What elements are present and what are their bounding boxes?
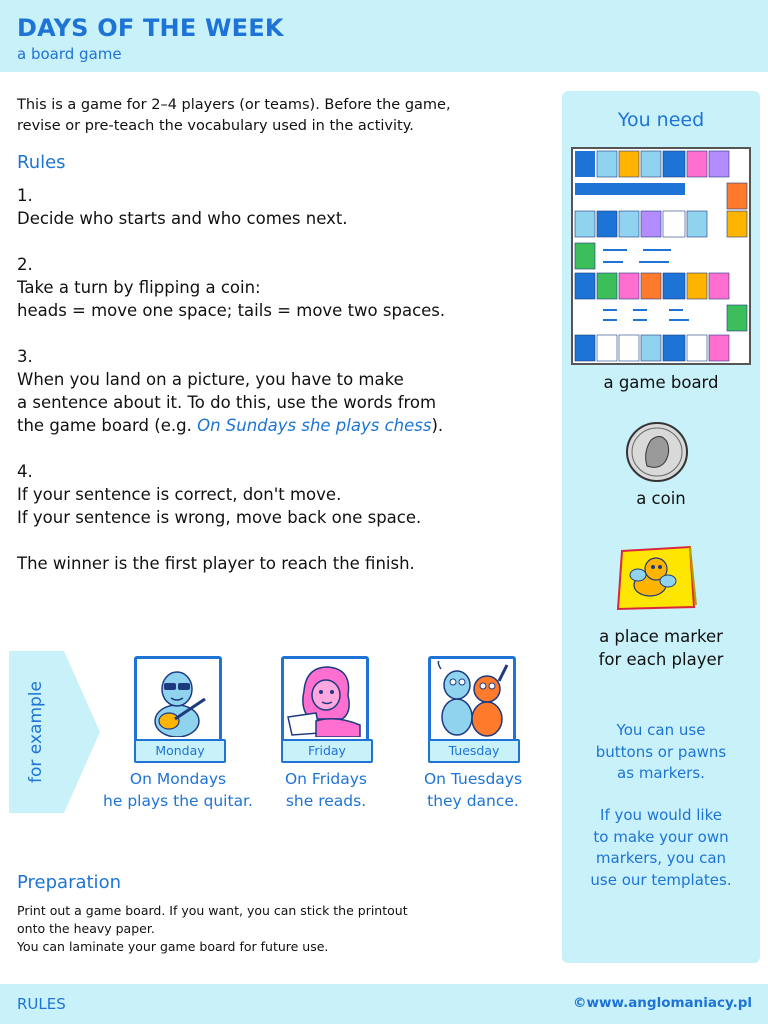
intro-line-2: revise or pre-teach the vocabulary used in the activity. bbox=[17, 118, 414, 134]
rule-item bbox=[17, 345, 547, 437]
example-sentence: On Sundays she plays chess bbox=[197, 416, 432, 435]
guitar-player-icon bbox=[139, 661, 217, 737]
preparation-line: Print out a game board. If you want, you can stick the printout bbox=[17, 903, 408, 918]
rule-text bbox=[17, 414, 547, 437]
page-subtitle: a board game bbox=[17, 45, 122, 63]
preparation-text bbox=[17, 902, 537, 956]
caption-line: On Tuesdays bbox=[423, 770, 523, 788]
day-label: Monday bbox=[134, 739, 226, 763]
caption-line: On Mondays bbox=[129, 770, 227, 788]
rule-text: Take a turn by flipping a coin: bbox=[17, 278, 261, 297]
you-need-sidebar bbox=[562, 91, 760, 963]
intro-line-1: This is a game for 2–4 players (or teams). Before the game, bbox=[17, 97, 451, 113]
coin-label: a coin bbox=[636, 489, 686, 508]
rules-section bbox=[17, 95, 547, 598]
markers-note bbox=[562, 720, 760, 785]
rule-text: If your sentence is wrong, move back one space. bbox=[17, 508, 422, 527]
day-label: Friday bbox=[281, 739, 373, 763]
marker-label-line: a place marker bbox=[599, 627, 723, 646]
place-marker-label bbox=[562, 625, 760, 671]
caption-line: she reads. bbox=[285, 792, 367, 810]
preparation-line: You can laminate your game board for future use. bbox=[17, 939, 329, 954]
rule-number: 4. bbox=[17, 462, 33, 481]
note-line: use our templates. bbox=[590, 870, 732, 889]
coin-icon bbox=[625, 422, 689, 482]
rule-number: 2. bbox=[17, 255, 33, 274]
rule-text: If your sentence is correct, don't move. bbox=[17, 485, 342, 504]
footer-website-link[interactable]: ©www.anglomaniacy.pl bbox=[573, 995, 752, 1011]
for-example-label: for example bbox=[26, 681, 46, 783]
footer-section-label: RULES bbox=[17, 995, 66, 1013]
day-label: Tuesday bbox=[428, 739, 520, 763]
winner-text: The winner is the first player to reach the finish. bbox=[17, 554, 415, 573]
caption-line: they dance. bbox=[427, 792, 519, 810]
page-title: DAYS OF THE WEEK bbox=[17, 14, 284, 42]
example-card-friday bbox=[281, 656, 369, 759]
sidebar-title: You need bbox=[617, 109, 705, 131]
note-line: You can use bbox=[616, 721, 706, 739]
rule-text: Decide who starts and who comes next. bbox=[17, 209, 348, 228]
reading-girl-icon bbox=[286, 661, 364, 737]
rule-number: 1. bbox=[17, 186, 33, 205]
rule-text: When you land on a picture, you have to make bbox=[17, 370, 404, 389]
intro-text bbox=[17, 95, 547, 137]
rules-heading: Rules bbox=[17, 152, 66, 173]
dancing-pair-icon bbox=[433, 661, 511, 737]
page-footer bbox=[0, 984, 768, 1024]
rule-item bbox=[17, 460, 547, 529]
rule-text-pre: the game board (e.g. bbox=[17, 416, 198, 435]
note-line: to make your own bbox=[593, 827, 729, 846]
templates-note bbox=[562, 805, 760, 891]
caption-line: On Fridays bbox=[284, 770, 367, 788]
rule-text: a sentence about it. To do this, use the words from bbox=[17, 393, 437, 412]
game-board-icon bbox=[573, 149, 749, 363]
preparation-line: onto the heavy paper. bbox=[17, 921, 155, 936]
rule-number: 3. bbox=[17, 347, 33, 366]
rule-item bbox=[17, 184, 547, 230]
caption-line: he plays the quitar. bbox=[103, 792, 253, 810]
note-line: as markers. bbox=[617, 764, 705, 782]
page-header bbox=[0, 0, 768, 72]
place-marker-icon bbox=[616, 541, 698, 613]
preparation-heading: Preparation bbox=[17, 872, 121, 893]
game-board-image bbox=[571, 147, 751, 365]
rule-text-post: ). bbox=[431, 416, 444, 435]
note-line: If you would like bbox=[600, 806, 722, 824]
example-caption-tuesday bbox=[383, 768, 563, 812]
rule-item bbox=[17, 253, 547, 322]
marker-label-line: for each player bbox=[598, 650, 724, 669]
example-card-tuesday bbox=[428, 656, 516, 759]
example-card-monday bbox=[134, 656, 222, 759]
note-line: buttons or pawns bbox=[595, 742, 727, 761]
game-board-label: a game board bbox=[603, 373, 719, 392]
note-line: markers, you can bbox=[595, 849, 727, 867]
rule-text: heads = move one space; tails = move two spaces. bbox=[17, 301, 446, 320]
